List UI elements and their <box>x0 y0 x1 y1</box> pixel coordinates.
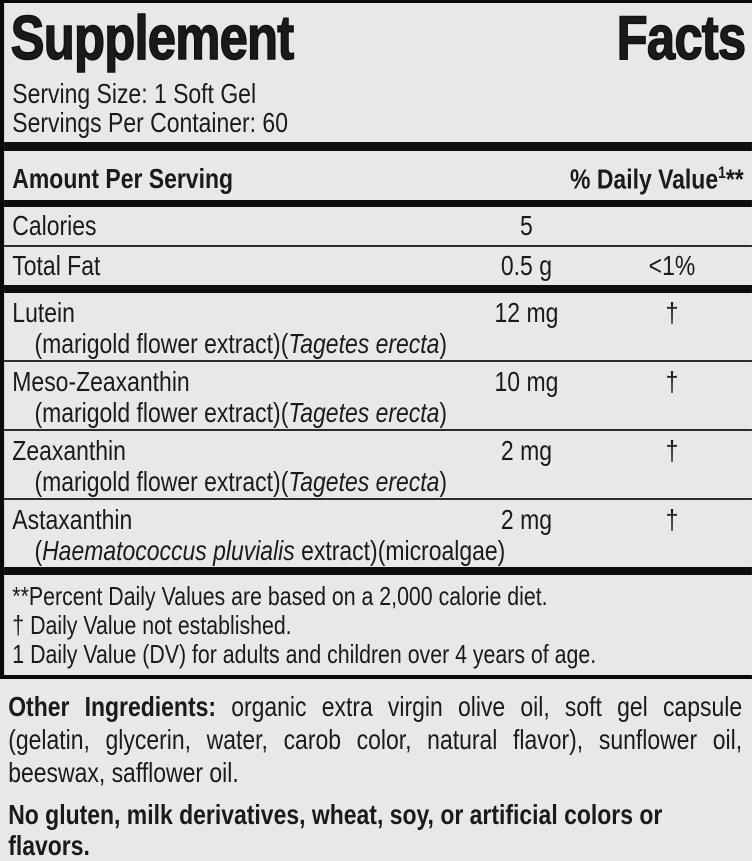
ingredient-source <box>12 536 735 566</box>
nutrient-amount: 5 <box>520 210 533 242</box>
source-text: ) <box>439 397 448 429</box>
nutrient-name: Calories <box>12 210 97 242</box>
ingredient-source <box>12 329 735 359</box>
footnote-dagger: † Daily Value not established. <box>12 610 292 641</box>
source-latin-name: Tagetes erecta <box>288 328 440 360</box>
daily-value-header-text: % Daily Value <box>570 163 719 195</box>
source-text: ( <box>34 535 43 567</box>
table-row-astaxanthin <box>4 500 752 567</box>
ingredient-name: Lutein <box>12 297 75 329</box>
dagger-symbol: † <box>665 366 679 398</box>
daily-value-footnote-ref: 1 <box>718 163 726 182</box>
ingredient-amount: 2 mg <box>500 504 552 536</box>
other-ingredients-list: organic extra virgin olive oil, soft gel capsule (gelatin, glycerin, water, carob color, natural flavor), sunflower oil, beeswax, safflower oil. <box>8 691 743 789</box>
table-row-meso-zeaxanthin <box>4 362 752 429</box>
nutrient-name: Total Fat <box>12 250 101 282</box>
source-text: ) <box>439 466 448 498</box>
nutrient-daily-value: <1% <box>648 250 696 282</box>
ingredient-name: Meso-Zeaxanthin <box>12 366 190 398</box>
table-row-total-fat <box>4 247 752 285</box>
divider-heavy-mid <box>4 285 752 293</box>
footnote-percent-dv: **Percent Daily Values are based on a 2,000 calorie diet. <box>12 581 548 612</box>
ingredient-source <box>12 467 735 497</box>
source-latin-name: Tagetes erecta <box>288 466 440 498</box>
source-latin-name: Haematococcus pluvialis <box>42 535 295 567</box>
ingredient-amount: 2 mg <box>500 435 552 467</box>
ingredient-amount: 10 mg <box>494 366 559 398</box>
divider-heavy-bottom <box>4 567 752 575</box>
other-ingredients <box>8 690 742 789</box>
daily-value-header <box>570 158 744 194</box>
table-header-row <box>4 151 752 200</box>
source-text: extract)(microalgae) <box>294 535 506 567</box>
ingredient-amount: 12 mg <box>494 297 559 329</box>
source-text: (marigold flower extract)( <box>34 328 289 360</box>
servings-per-container: Servings Per Container: 60 <box>12 107 288 138</box>
footnote-dv-age: 1 Daily Value (DV) for adults and children over 4 years of age. <box>12 639 597 670</box>
table-row-lutein <box>4 293 752 360</box>
serving-size: Serving Size: 1 Soft Gel <box>12 78 257 109</box>
divider-header-bottom <box>4 200 752 207</box>
nutrient-amount: 0.5 g <box>500 250 552 282</box>
source-latin-name: Tagetes erecta <box>288 397 440 429</box>
dagger-symbol: † <box>665 435 679 467</box>
source-text: ) <box>439 328 448 360</box>
dagger-symbol: † <box>665 297 679 329</box>
ingredient-name: Zeaxanthin <box>12 435 126 467</box>
ingredient-name: Astaxanthin <box>12 504 133 536</box>
panel-title: Supplement Facts <box>10 4 746 73</box>
ingredient-source <box>12 398 735 428</box>
amount-per-serving-header: Amount Per Serving <box>12 163 234 195</box>
divider-heavy-top <box>4 142 752 151</box>
source-text: (marigold flower extract)( <box>34 397 289 429</box>
daily-value-asterisks: ** <box>725 163 744 195</box>
dagger-symbol: † <box>665 504 679 536</box>
table-row-calories <box>4 207 752 245</box>
allergen-statement: No gluten, milk derivatives, wheat, soy, or artificial colors or flavors. <box>8 799 663 861</box>
below-panel-section <box>0 679 752 861</box>
table-row-zeaxanthin <box>4 431 752 498</box>
source-text: (marigold flower extract)( <box>34 466 289 498</box>
other-ingredients-label: Other Ingredients: <box>8 691 217 723</box>
footnotes-section <box>4 575 752 675</box>
